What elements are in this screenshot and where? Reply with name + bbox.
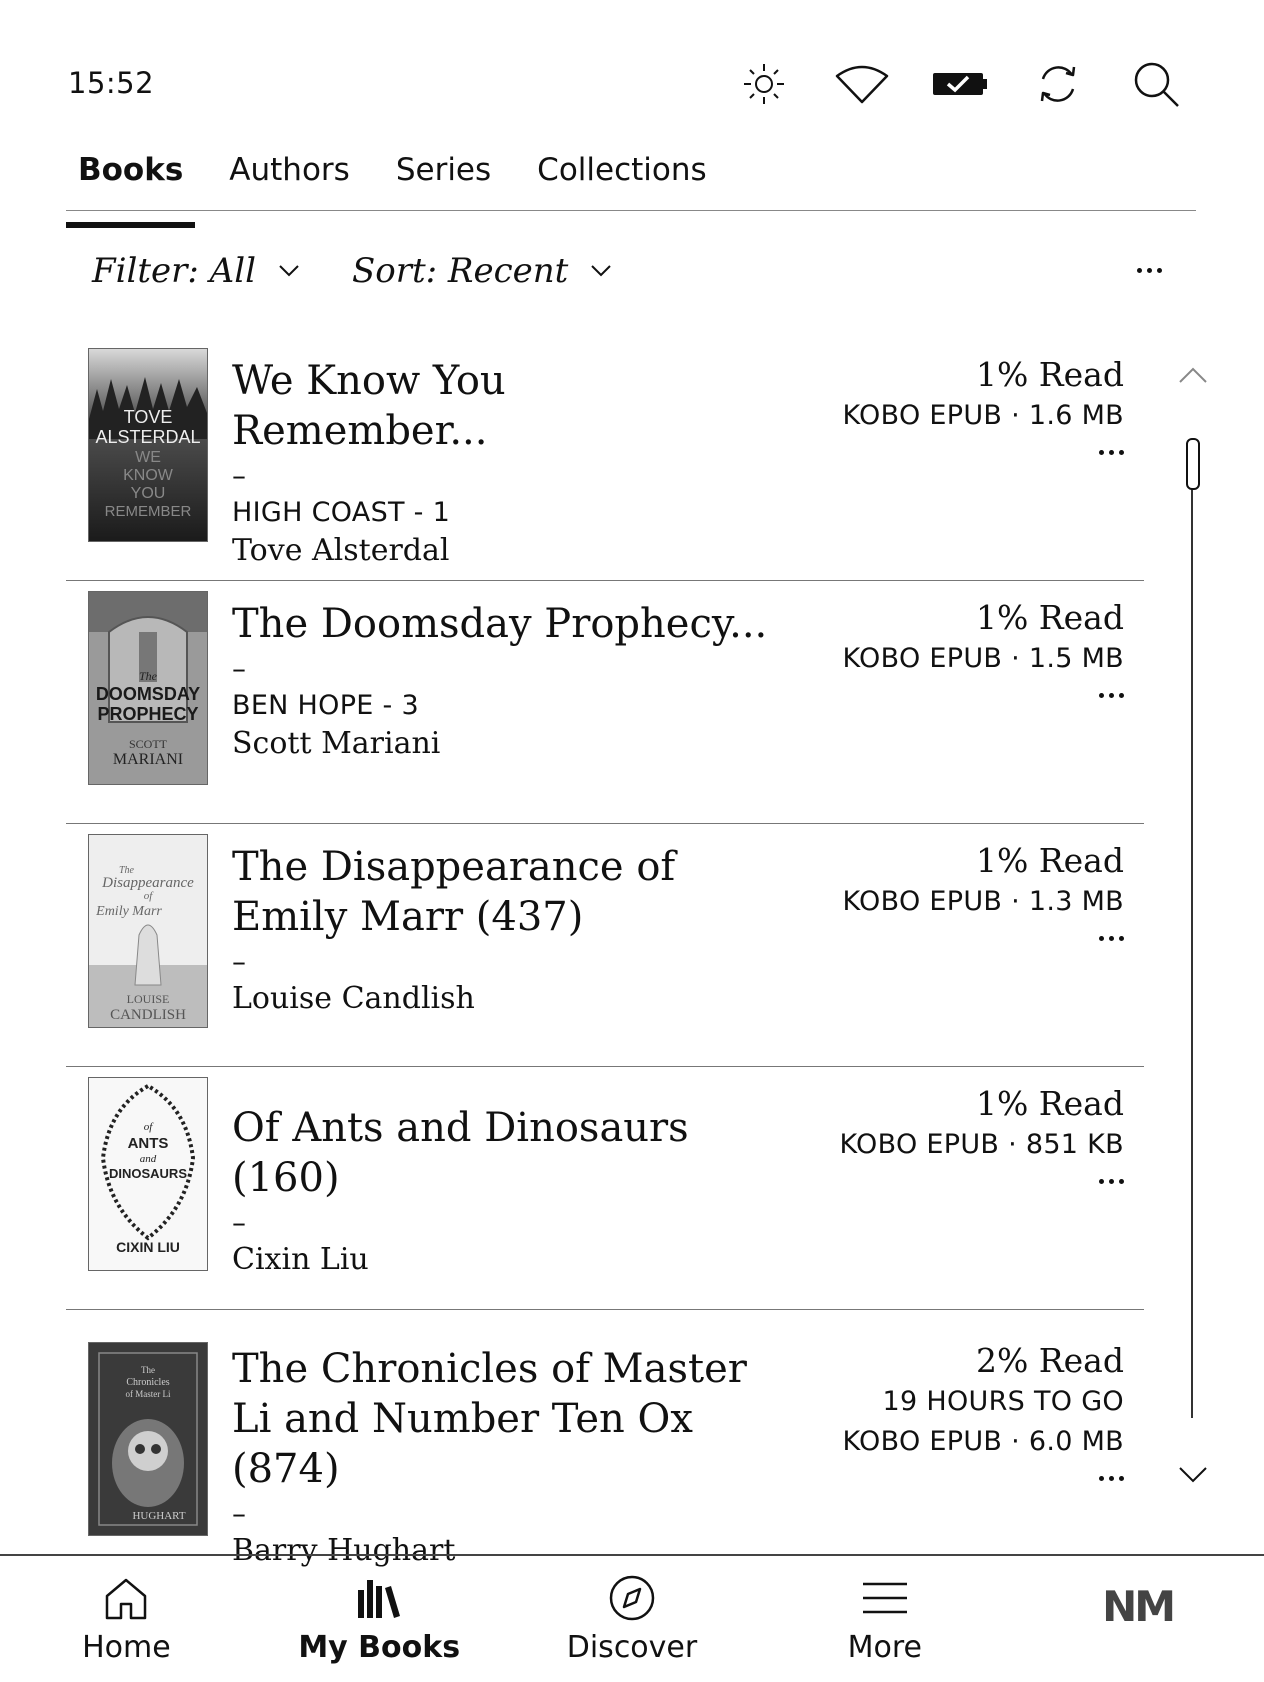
book-row[interactable]	[66, 824, 1144, 1067]
time-left: 19 HOURS TO GO	[882, 1386, 1124, 1417]
search-icon[interactable]	[1128, 56, 1184, 112]
book-more-icon[interactable]	[1099, 450, 1124, 455]
more-options-icon[interactable]	[1137, 268, 1162, 273]
svg-text:KNOW: KNOW	[123, 467, 173, 484]
book-separator: –	[232, 652, 246, 685]
svg-text:TOVE: TOVE	[123, 407, 173, 427]
tab-authors[interactable]: Authors	[229, 152, 350, 188]
library-tabs	[66, 148, 1196, 211]
svg-text:Chronicles: Chronicles	[126, 1377, 170, 1388]
tab-books[interactable]: Books	[66, 148, 195, 210]
svg-text:The: The	[141, 1365, 155, 1375]
svg-text:and: and	[139, 1153, 157, 1165]
svg-text:REMEMBER: REMEMBER	[104, 503, 192, 520]
book-title: The Disappearance of Emily Marr (437)	[232, 844, 676, 940]
read-progress: 1% Read	[975, 355, 1124, 394]
book-author: Cixin Liu	[232, 1242, 369, 1277]
tab-collections[interactable]: Collections	[537, 152, 707, 188]
nav-label: More	[847, 1630, 922, 1665]
battery-icon[interactable]	[932, 56, 988, 112]
svg-text:ALSTERDAL: ALSTERDAL	[95, 427, 201, 447]
book-more-icon[interactable]	[1099, 1179, 1124, 1184]
book-cover[interactable]	[88, 591, 208, 785]
scrollbar-track[interactable]	[1191, 440, 1193, 1418]
nav-more[interactable]	[758, 1556, 1011, 1682]
nav-label: Discover	[566, 1630, 698, 1665]
svg-text:The: The	[119, 865, 134, 876]
file-format: KOBO EPUB · 1.3 MB	[842, 886, 1124, 917]
book-row[interactable]	[66, 338, 1144, 581]
svg-text:LOUISE: LOUISE	[126, 992, 170, 1006]
svg-text:The: The	[139, 669, 157, 683]
tab-series[interactable]: Series	[395, 152, 492, 188]
bottom-nav	[0, 1554, 1264, 1682]
brightness-icon[interactable]	[736, 56, 792, 112]
book-title: The Doomsday Prophecy...	[232, 601, 768, 647]
svg-text:PROPHECY: PROPHECY	[97, 704, 199, 724]
book-more-icon[interactable]	[1099, 1476, 1124, 1481]
sync-icon[interactable]	[1030, 56, 1086, 112]
book-author: Louise Candlish	[232, 981, 475, 1016]
filter-dropdown[interactable]	[92, 251, 300, 291]
book-separator: –	[232, 459, 246, 492]
nav-label: Home	[82, 1630, 171, 1665]
book-title: We Know You Remember...	[232, 358, 506, 454]
svg-text:of: of	[143, 1121, 153, 1133]
nav-discover[interactable]	[506, 1556, 759, 1682]
book-list	[66, 338, 1144, 1568]
read-progress: 2% Read	[975, 1341, 1124, 1380]
book-more-icon[interactable]	[1099, 693, 1124, 698]
book-title: Of Ants and Dinosaurs (160)	[232, 1105, 689, 1201]
svg-text:CIXIN LIU: CIXIN LIU	[116, 1239, 180, 1255]
svg-text:Disappearance: Disappearance	[102, 875, 194, 891]
svg-text:SCOTT: SCOTT	[128, 737, 168, 751]
sort-dropdown[interactable]	[352, 251, 612, 291]
nav-my-books[interactable]	[253, 1556, 506, 1682]
filter-row	[92, 246, 1182, 296]
svg-text:CANDLISH: CANDLISH	[110, 1007, 186, 1023]
book-author: Barry Hughart	[232, 1533, 456, 1568]
book-cover[interactable]	[88, 1342, 208, 1536]
book-more-icon[interactable]	[1099, 936, 1124, 941]
status-icons	[736, 56, 1184, 112]
compass-icon	[608, 1574, 656, 1622]
file-format: KOBO EPUB · 851 KB	[839, 1129, 1124, 1160]
menu-icon	[861, 1581, 909, 1615]
read-progress: 1% Read	[975, 1084, 1124, 1123]
svg-text:HUGHART: HUGHART	[132, 1510, 186, 1522]
file-format: KOBO EPUB · 6.0 MB	[842, 1426, 1124, 1457]
book-separator: –	[232, 1497, 246, 1530]
book-cover[interactable]	[88, 348, 208, 542]
home-icon	[103, 1576, 149, 1620]
book-row[interactable]	[66, 1067, 1144, 1310]
chevron-down-icon	[278, 264, 300, 278]
file-format: KOBO EPUB · 1.5 MB	[842, 643, 1124, 674]
read-progress: 1% Read	[975, 841, 1124, 880]
sort-label: Sort: Recent	[351, 251, 569, 291]
read-progress: 1% Read	[975, 598, 1124, 637]
svg-text:DOOMSDAY: DOOMSDAY	[95, 684, 201, 704]
svg-text:MARIANI: MARIANI	[112, 751, 184, 768]
book-cover[interactable]	[88, 834, 208, 1028]
book-row[interactable]	[66, 581, 1144, 824]
chevron-down-icon	[590, 264, 612, 278]
scrollbar-thumb[interactable]	[1186, 438, 1200, 490]
book-separator: –	[232, 945, 246, 978]
svg-text:ANTS: ANTS	[127, 1135, 169, 1152]
book-series: HIGH COAST - 1	[232, 497, 451, 528]
wifi-icon[interactable]	[834, 56, 890, 112]
brand-logo: NM	[1102, 1582, 1174, 1631]
scroll-down-icon[interactable]	[1178, 1466, 1208, 1484]
filter-label: Filter: All	[92, 251, 256, 291]
book-series: BEN HOPE - 3	[232, 690, 419, 721]
books-icon	[356, 1578, 402, 1618]
book-title: The Chronicles of Master Li and Number Ten Ox (874)	[232, 1346, 747, 1492]
nav-label: My Books	[298, 1630, 461, 1665]
nav-home[interactable]	[0, 1556, 253, 1682]
book-row[interactable]	[66, 1310, 1144, 1568]
svg-text:Emily Marr: Emily Marr	[96, 904, 162, 919]
book-separator: –	[232, 1206, 246, 1239]
status-time: 15:52	[68, 66, 155, 100]
svg-text:YOU: YOU	[130, 485, 166, 502]
file-format: KOBO EPUB · 1.6 MB	[842, 400, 1124, 431]
svg-text:of Master Li: of Master Li	[125, 1389, 171, 1399]
book-cover[interactable]	[88, 1077, 208, 1271]
scroll-up-icon[interactable]	[1178, 366, 1208, 384]
svg-text:of: of	[143, 890, 153, 902]
nav-profile[interactable]	[1011, 1556, 1264, 1682]
svg-text:DINOSAURS: DINOSAURS	[108, 1166, 188, 1181]
book-author: Scott Mariani	[232, 726, 441, 761]
book-author: Tove Alsterdal	[232, 533, 450, 568]
svg-text:WE: WE	[135, 449, 161, 466]
